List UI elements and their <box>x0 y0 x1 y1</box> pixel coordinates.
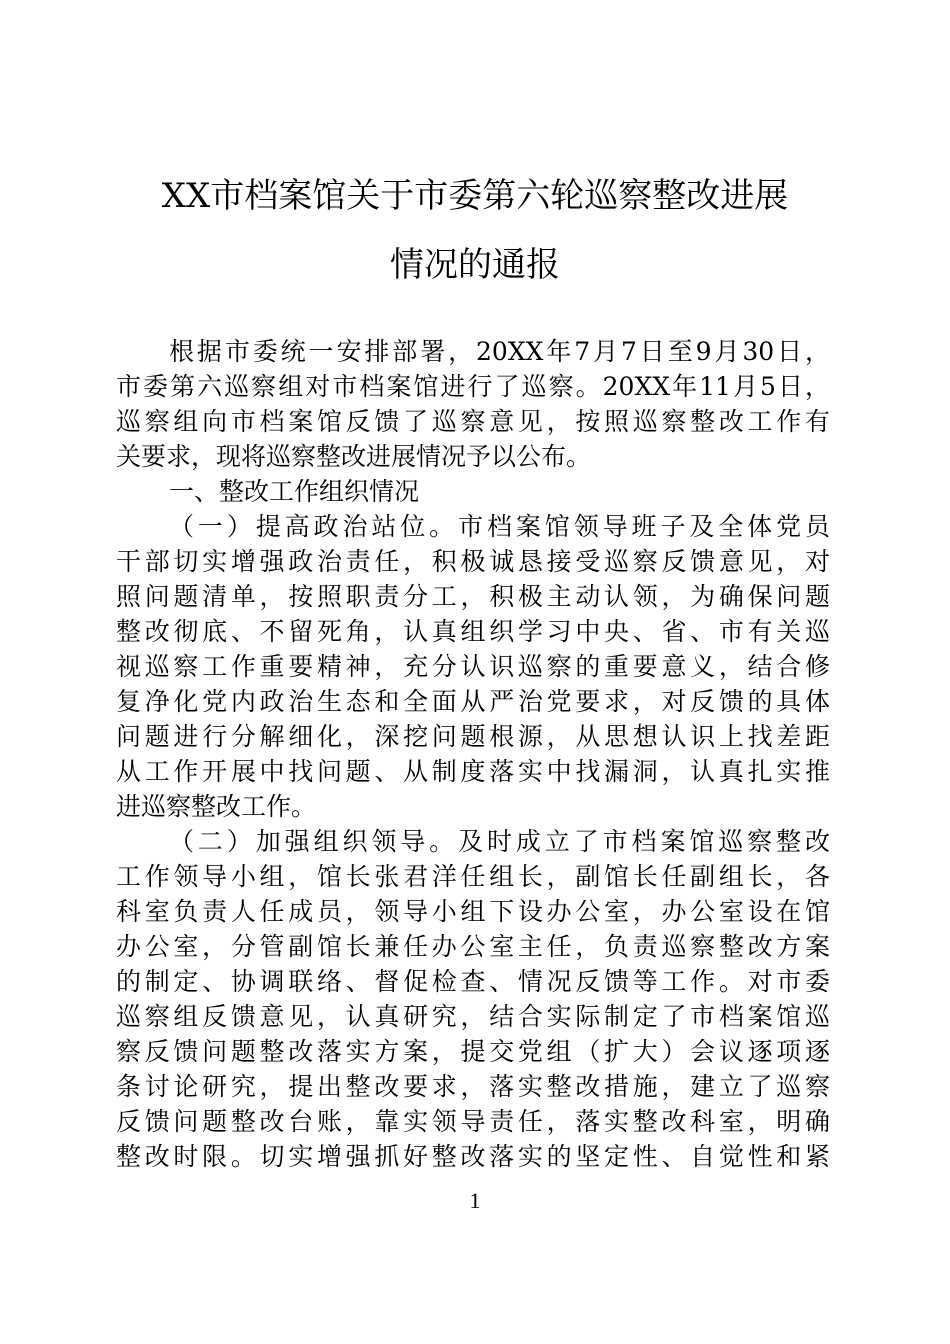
text-line: 市委第六巡察组对市档案馆进行了巡察。20XX年11月5日， <box>116 372 830 401</box>
text-line: 反馈问题整改台账，靠实领导责任，落实整改科室，明确 <box>116 1107 830 1136</box>
text-line: 的制定、协调联络、督促检查、情况反馈等工作。对市委 <box>116 967 830 996</box>
text-line: 一、整改工作组织情况 <box>169 477 420 506</box>
page-number: 1 <box>469 1188 481 1213</box>
text-line: 干部切实增强政治责任，积极诚恳接受巡察反馈意见，对 <box>116 547 830 576</box>
text-line: 根据市委统一安排部署，20XX年7月7日至9月30日， <box>169 337 830 366</box>
document-body <box>116 334 830 1174</box>
text-line: 巡察组向市档案馆反馈了巡察意见，按照巡察整改工作有 <box>116 407 830 436</box>
paragraph <box>116 334 830 474</box>
text-line: 照问题清单，按照职责分工，积极主动认领，为确保问题 <box>116 582 830 611</box>
section-heading <box>116 474 830 509</box>
text-line: 从工作开展中找问题、从制度落实中找漏洞，认真扎实推 <box>116 757 830 786</box>
paragraph <box>116 509 830 824</box>
text-line: 整改时限。切实增强抓好整改落实的坚定性、自觉性和紧 <box>116 1142 830 1171</box>
text-line: 工作领导小组，馆长张君洋任组长，副馆长任副组长，各 <box>116 862 830 891</box>
text-line: （一）提高政治站位。市档案馆领导班子及全体党员 <box>169 512 830 541</box>
text-line: （二）加强组织领导。及时成立了市档案馆巡察整改 <box>169 827 830 856</box>
text-line: 关要求，现将巡察整改进展情况予以公布。 <box>116 442 592 471</box>
text-line: 复净化党内政治生态和全面从严治党要求，对反馈的具体 <box>116 687 830 716</box>
text-line: 整改彻底、不留死角，认真组织学习中央、省、市有关巡 <box>116 617 830 646</box>
document-title-line-2: 情况的通报 <box>390 245 560 285</box>
text-line: 问题进行分解细化，深挖问题根源，从思想认识上找差距 <box>116 722 830 751</box>
text-line: 察反馈问题整改落实方案，提交党组（扩大）会议逐项逐 <box>116 1037 830 1066</box>
text-line: 进巡察整改工作。 <box>116 792 317 821</box>
text-line: 条讨论研究，提出整改要求，落实整改措施，建立了巡察 <box>116 1072 830 1101</box>
paragraph <box>116 824 830 1174</box>
text-line: 视巡察工作重要精神，充分认识巡察的重要意义，结合修 <box>116 652 830 681</box>
text-line: 科室负责人任成员，领导小组下设办公室，办公室设在馆 <box>116 897 830 926</box>
text-line: 巡察组反馈意见，认真研究，结合实际制定了市档案馆巡 <box>116 1002 830 1031</box>
document-title-line-1: XX市档案馆关于市委第六轮巡察整改进展 <box>161 176 789 216</box>
text-line: 办公室，分管副馆长兼任办公室主任，负责巡察整改方案 <box>116 932 830 961</box>
